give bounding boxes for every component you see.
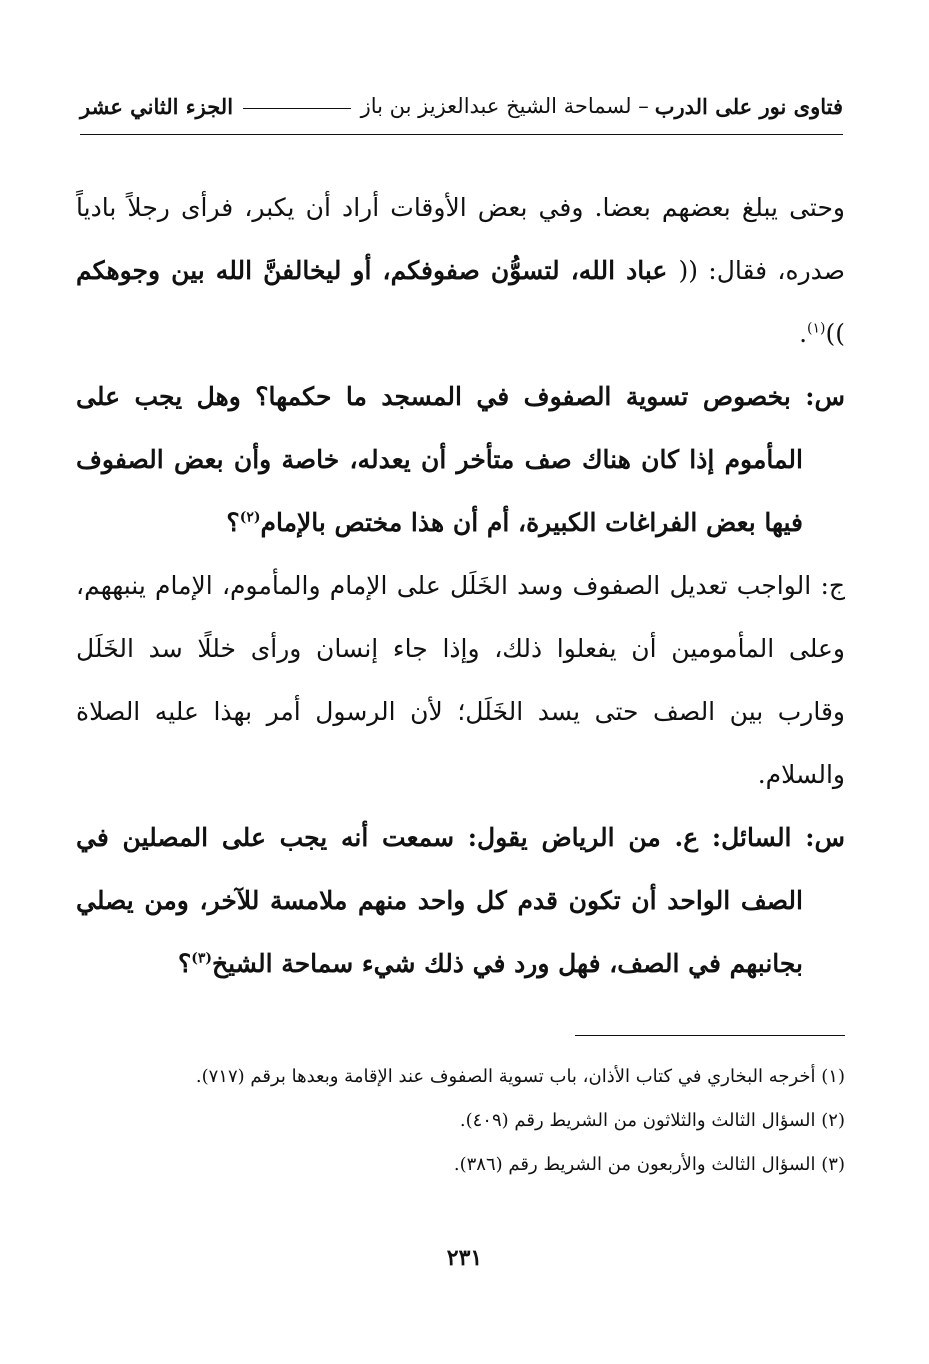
question-2-mark: ؟ xyxy=(177,949,192,978)
question-1 xyxy=(76,365,845,554)
footnote-3: (٣) السؤال الثالث والأربعون من الشريط رقم (٣٨٦). xyxy=(453,1154,845,1175)
page-body xyxy=(76,176,845,995)
paragraph-hadith xyxy=(76,176,845,365)
header-book-title: فتاوى نور على الدرب xyxy=(654,93,843,119)
question-1-text: س: بخصوص تسوية الصفوف في المسجد ما حكمها؟ وهل يجب على المأموم إذا كان هناك صف متأخر أن يعدله، خاصة وأن بعض الصفوف فيها بعض الفراغات الكبيرة، أم أن هذا مختص بالإمام xyxy=(76,382,845,537)
page-number: ٢٣١ xyxy=(446,1245,483,1271)
footnote-ref-2[interactable]: (٢) xyxy=(239,509,261,526)
question-2 xyxy=(76,806,845,995)
running-header xyxy=(80,88,843,124)
footnote-1: (١) أخرجه البخاري في كتاب الأذان، باب تسوية الصفوف عند الإقامة وبعدها برقم (٧١٧). xyxy=(195,1066,845,1087)
footnote-ref-1[interactable]: (١) xyxy=(807,320,826,337)
paragraph-text-end: )) xyxy=(825,319,845,348)
paragraph-text-start: وحتى يبلغ بعضهم بعضا. وفي بعض الأوقات أراد أن يكبر، فرأى رجلاً بادياً صدره، فقال: (( xyxy=(76,193,846,285)
header-dash-line xyxy=(243,108,351,109)
hadith-quote: عباد الله، لتسوُّن صفوفكم، أو ليخالفنَّ الله بين وجوهكم xyxy=(76,256,679,285)
question-1-mark: ؟ xyxy=(226,508,240,537)
question-2-text: س: السائل: ع. من الرياض يقول: سمعت أنه يجب على المصلين في الصف الواحد أن تكون قدم كل واحد منهم ملامسة للآخر، ومن يصلي بجانبهم في الصف، فهل ورد في ذلك شيء سماحة الشيخ xyxy=(76,823,845,978)
header-rule xyxy=(80,134,843,135)
answer-1: ج: الواجب تعديل الصفوف وسد الخَلَل على الإمام والمأموم، الإمام ينبههم، وعلى المأمومين أن يفعلوا ذلك، وإذا جاء إنسان ورأى خللًا سد الخَلَل وقارب بين الصف حتى يسد الخَلَل؛ لأن الرسول أمر بهذا عليه الصلاة والسلام. xyxy=(76,571,845,789)
footnotes xyxy=(76,1055,845,1187)
footnote-ref-3[interactable]: (٣) xyxy=(191,950,213,967)
paragraph-period: . xyxy=(799,319,808,348)
footnote-separator xyxy=(575,1035,845,1036)
header-author: – لسماحة الشيخ عبدالعزيز بن باز xyxy=(360,94,649,118)
footnote-2: (٢) السؤال الثالث والثلاثون من الشريط رقم (٤٠٩). xyxy=(459,1110,845,1131)
header-volume: الجزء الثاني عشر xyxy=(80,93,234,119)
